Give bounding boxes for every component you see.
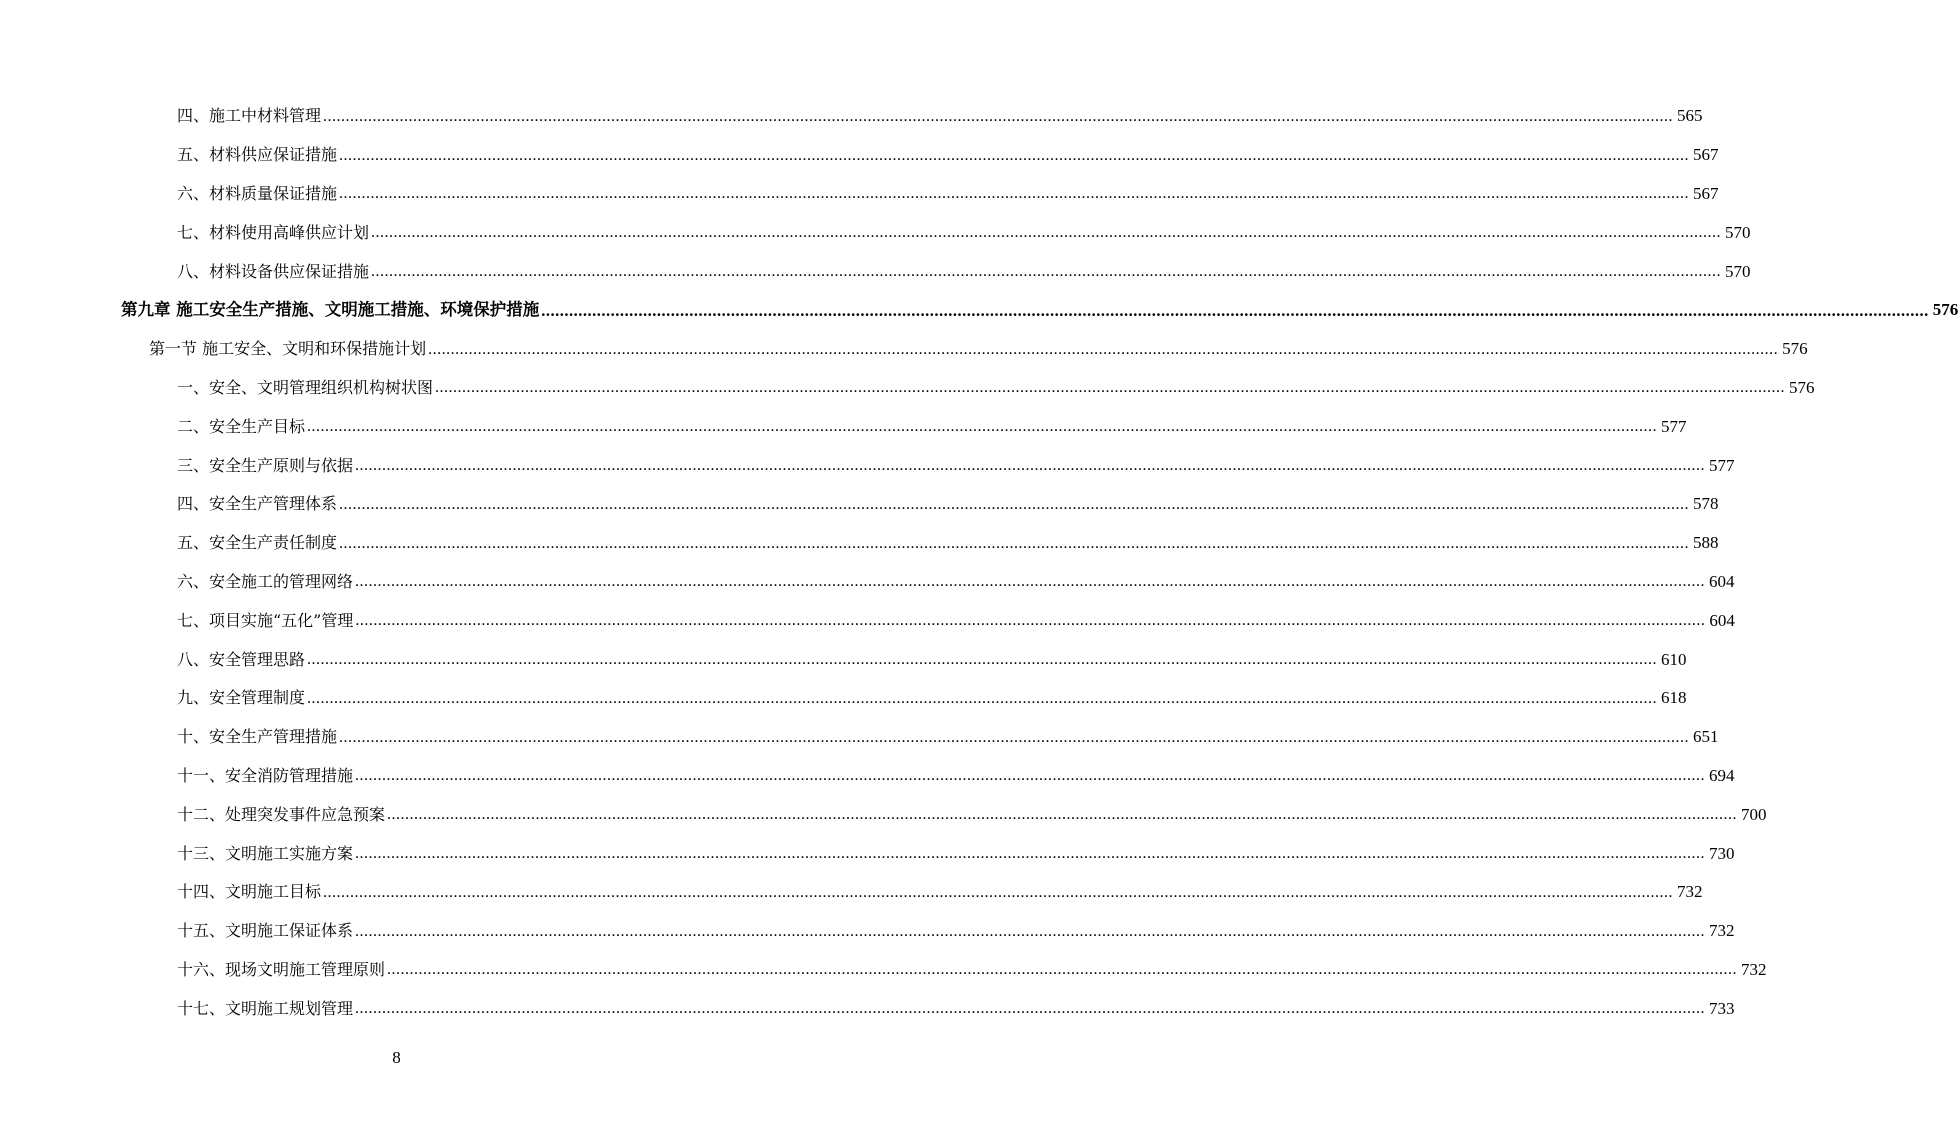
toc-entry-item[interactable] (0, 252, 1751, 291)
toc-entry-title: 三、安全生产原则与依据 (177, 455, 354, 475)
dot-leader: ............................................................................................................................................................................................................................................................................................................ (339, 185, 1690, 203)
dot-leader: ............................................................................................................................................................................................................................................................................................................ (355, 456, 1706, 474)
toc-entry-item[interactable] (0, 757, 1735, 796)
toc-entry-page-number: 733 (1709, 998, 1735, 1018)
toc-entry-chapter[interactable] (0, 291, 1958, 330)
toc-entry-title: 八、安全管理思路 (177, 649, 306, 669)
dot-leader: ............................................................................................................................................................................................................................................................................................................ (387, 961, 1738, 979)
dot-leader: ............................................................................................................................................................................................................................................................................................................ (307, 418, 1658, 436)
dot-leader: ............................................................................................................................................................................................................................................................................................................ (435, 379, 1786, 397)
toc-entry-item[interactable] (0, 407, 1687, 446)
toc-entry-item[interactable] (0, 795, 1767, 834)
toc-entry-title: 四、安全生产管理体系 (177, 494, 338, 514)
toc-entry-title: 十五、文明施工保证体系 (177, 921, 354, 941)
toc-entry-item[interactable] (0, 640, 1687, 679)
toc-entry-page-number: 732 (1741, 959, 1767, 979)
toc-entry-page-number: 567 (1693, 145, 1719, 165)
toc-entry-title: 第九章 施工安全生产措施、文明施工措施、环境保护措施 (121, 300, 540, 320)
dot-leader: ............................................................................................................................................................................................................................................................................................................ (355, 922, 1706, 940)
toc-entry-title: 十六、现场文明施工管理原则 (177, 959, 386, 979)
toc-entry-page-number: 570 (1725, 222, 1751, 242)
toc-entry-item[interactable] (0, 213, 1751, 252)
toc-entry-title: 九、安全管理制度 (177, 688, 306, 708)
toc-entry-item[interactable] (0, 989, 1735, 1028)
toc-entry-page-number: 565 (1677, 106, 1703, 126)
toc-entry-page-number: 576 (1932, 300, 1958, 320)
toc-entry-page-number: 732 (1709, 921, 1735, 941)
dot-leader: ............................................................................................................................................................................................................................................................................................................ (355, 612, 1706, 630)
toc-entry-item[interactable] (0, 601, 1735, 640)
toc-entry-item[interactable] (0, 485, 1719, 524)
toc-entry-page-number: 700 (1741, 804, 1767, 824)
dot-leader: ............................................................................................................................................................................................................................................................................................................ (371, 262, 1722, 280)
toc-entry-page-number: 570 (1725, 261, 1751, 281)
toc-entry-item[interactable] (0, 524, 1719, 563)
dot-leader: ............................................................................................................................................................................................................................................................................................................ (355, 1000, 1706, 1018)
toc-entry-item[interactable] (0, 873, 1703, 912)
toc-entry-title: 六、材料质量保证措施 (177, 183, 338, 203)
toc-entry-section[interactable] (0, 330, 1808, 369)
dot-leader: ............................................................................................................................................................................................................................................................................................................ (371, 224, 1722, 242)
dot-leader: ............................................................................................................................................................................................................................................................................................................ (323, 107, 1674, 125)
dot-leader: ............................................................................................................................................................................................................................................................................................................ (323, 883, 1674, 901)
toc-entry-item[interactable] (0, 175, 1719, 214)
toc-entry-page-number: 730 (1709, 843, 1735, 863)
toc-entry-page-number: 732 (1677, 882, 1703, 902)
toc-entry-item[interactable] (0, 951, 1767, 990)
toc-entry-title: 十四、文明施工目标 (177, 882, 322, 902)
dot-leader: ............................................................................................................................................................................................................................................................................................................ (339, 495, 1690, 513)
toc-entry-title: 十三、文明施工实施方案 (177, 843, 354, 863)
table-of-contents (0, 97, 1958, 1028)
toc-entry-title: 十、安全生产管理措施 (177, 727, 338, 747)
toc-entry-title: 十七、文明施工规划管理 (177, 998, 354, 1018)
dot-leader: ............................................................................................................................................................................................................................................................................................................ (355, 573, 1706, 591)
toc-entry-title: 四、施工中材料管理 (177, 106, 322, 126)
dot-leader: ............................................................................................................................................................................................................................................................................................................ (339, 146, 1690, 164)
toc-entry-page-number: 588 (1693, 533, 1719, 553)
dot-leader: ............................................................................................................................................................................................................................................................................................................ (339, 534, 1690, 552)
toc-entry-item[interactable] (0, 834, 1735, 873)
toc-entry-title: 一、安全、文明管理组织机构树状图 (177, 377, 434, 397)
toc-entry-page-number: 610 (1661, 649, 1687, 669)
dot-leader: ............................................................................................................................................................................................................................................................................................................ (355, 767, 1706, 785)
dot-leader: ............................................................................................................................................................................................................................................................................................................ (307, 650, 1658, 668)
toc-entry-page-number: 577 (1661, 416, 1687, 436)
toc-entry-title: 十一、安全消防管理措施 (177, 765, 354, 785)
page-number: 8 (392, 1048, 401, 1067)
toc-entry-title: 七、材料使用高峰供应计划 (177, 222, 370, 242)
toc-entry-title: 八、材料设备供应保证措施 (177, 261, 370, 281)
toc-entry-title: 十二、处理突发事件应急预案 (177, 804, 386, 824)
toc-entry-page-number: 576 (1782, 339, 1808, 359)
dot-leader: ............................................................................................................................................................................................................................................................................................................ (339, 728, 1690, 746)
toc-entry-page-number: 576 (1789, 377, 1815, 397)
toc-entry-item[interactable] (0, 369, 1815, 408)
toc-entry-title: 五、材料供应保证措施 (177, 145, 338, 165)
dot-leader: ............................................................................................................................................................................................................................................................................................................ (428, 340, 1779, 358)
toc-entry-item[interactable] (0, 679, 1687, 718)
toc-entry-title: 第一节 施工安全、文明和环保措施计划 (149, 339, 427, 359)
toc-entry-item[interactable] (0, 446, 1735, 485)
toc-entry-page-number: 604 (1709, 610, 1735, 630)
dot-leader: ............................................................................................................................................................................................................................................................................................................ (307, 689, 1658, 707)
toc-entry-page-number: 567 (1693, 183, 1719, 203)
dot-leader: ............................................................................................................................................................................................................................................................................................................ (387, 806, 1738, 824)
toc-entry-item[interactable] (0, 563, 1735, 602)
dot-leader: ............................................................................................................................................................................................................................................................................................................ (355, 844, 1706, 862)
toc-entry-page-number: 618 (1661, 688, 1687, 708)
toc-entry-page-number: 694 (1709, 765, 1735, 785)
toc-entry-page-number: 577 (1709, 455, 1735, 475)
toc-entry-page-number: 651 (1693, 727, 1719, 747)
toc-entry-title: 七、项目实施“五化”管理 (177, 610, 354, 630)
toc-entry-item[interactable] (0, 136, 1719, 175)
toc-entry-title: 五、安全生产责任制度 (177, 533, 338, 553)
toc-entry-item[interactable] (0, 912, 1735, 951)
toc-entry-item[interactable] (0, 718, 1719, 757)
toc-entry-page-number: 578 (1693, 494, 1719, 514)
dot-leader: ............................................................................................................................................................................................................................................................................................................ (541, 300, 1929, 320)
toc-entry-title: 六、安全施工的管理网络 (177, 571, 354, 591)
toc-entry-page-number: 604 (1709, 571, 1735, 591)
toc-entry-title: 二、安全生产目标 (177, 416, 306, 436)
toc-entry-item[interactable] (0, 97, 1703, 136)
